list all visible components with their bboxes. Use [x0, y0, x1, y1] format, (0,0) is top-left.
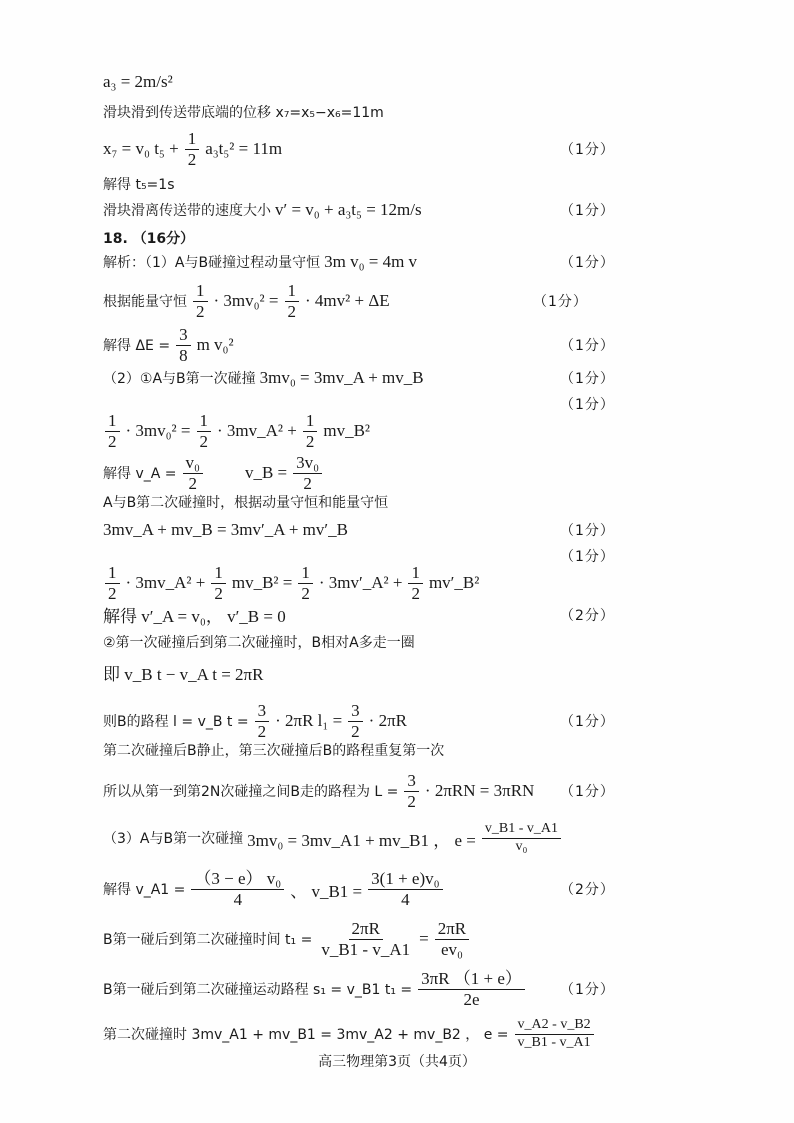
fraction	[183, 454, 203, 493]
denominator: 2	[188, 473, 197, 493]
denominator: 2e	[463, 989, 480, 1009]
denominator: 2	[301, 583, 310, 603]
denominator: 2	[214, 583, 223, 603]
fraction	[193, 282, 208, 321]
score: （1分）	[560, 255, 615, 271]
text: （2）①A与B第一次碰撞	[103, 371, 256, 387]
text: B第一碰后到第二次碰撞运动路程 s₁ = v_B1 t₁ =	[103, 982, 413, 999]
question-heading	[103, 228, 770, 248]
fraction	[515, 1018, 594, 1050]
denominator: 2	[108, 431, 117, 451]
numerator: 3	[255, 702, 270, 722]
line-first-collision	[103, 368, 770, 388]
numerator: （3 − e） v₀	[191, 870, 284, 890]
denominator: 8	[179, 345, 188, 365]
formula-part: v_B =	[244, 463, 288, 483]
denominator: 2	[411, 583, 420, 603]
fraction	[303, 412, 318, 451]
score: （2分）	[560, 882, 615, 899]
text: 根据能量守恒	[103, 294, 187, 311]
denominator: 2	[407, 791, 416, 811]
text: ②第一次碰撞后到第二次碰撞时，B相对A多走一圈	[103, 635, 415, 651]
fraction	[404, 772, 419, 811]
line-a3	[103, 72, 770, 92]
formula-part: m v₀²	[196, 335, 234, 355]
formula-part: · 3mv_A² +	[217, 421, 297, 441]
formula-part: mv_B² =	[231, 573, 293, 593]
formula-part: x₇ = v₀ t₅ +	[103, 139, 179, 159]
text: 滑块滑到传送带底端的位移 x₇=x₅−x₆=11m	[103, 105, 384, 121]
numerator: 3	[404, 772, 419, 792]
numerator: 1	[285, 282, 300, 302]
text: 解得 ΔE =	[103, 338, 171, 355]
score: （1分）	[560, 203, 615, 219]
line-speed	[103, 200, 770, 220]
heading: 18. （16分）	[103, 231, 195, 247]
score: （1分）	[560, 549, 615, 565]
fraction	[408, 564, 423, 603]
line-second-collision-intro	[103, 492, 770, 512]
denominator: 2	[287, 301, 296, 321]
fraction	[211, 564, 226, 603]
formula: 3mv_A + mv_B = 3mv′_A + mv′_B	[103, 520, 348, 539]
fraction	[435, 920, 469, 959]
line-second-energy	[103, 549, 770, 603]
score: （1分）	[560, 371, 615, 387]
line-solve-second	[103, 602, 770, 627]
numerator: 1	[185, 130, 200, 150]
line-momentum	[103, 252, 770, 272]
numerator: 1	[105, 564, 120, 584]
formula: 3mv₀ = 3mv_A + mv_B	[259, 368, 424, 387]
line-total-path	[103, 772, 770, 811]
line-first-energy	[103, 397, 770, 451]
line-solve-vA1-vB1	[103, 870, 770, 909]
fraction	[368, 870, 442, 909]
denominator: v_B1 - v_A1	[517, 1034, 591, 1050]
fraction	[285, 282, 300, 321]
line-deltaE	[103, 326, 770, 365]
line-path-B	[103, 702, 770, 741]
formula: 即 v_B t − v_A t = 2πR	[103, 665, 264, 684]
fraction	[185, 130, 200, 169]
page-footer: 高三物理第3页（共4页）	[318, 1054, 476, 1070]
numerator: 3πR （1 + e）	[418, 970, 525, 990]
text: （3）A与B第一次碰撞	[103, 831, 244, 848]
numerator: 1	[303, 412, 318, 432]
fraction	[348, 702, 363, 741]
denominator: 2	[303, 473, 312, 493]
score: （1分）	[560, 784, 615, 801]
line-lap-equation	[103, 660, 770, 685]
line-B-stops	[103, 740, 770, 760]
fraction	[318, 920, 413, 959]
text: 解析：（1）A与B碰撞过程动量守恒	[103, 255, 321, 271]
fraction	[105, 564, 120, 603]
formula-part: · 3mv₀² =	[213, 291, 279, 311]
fraction	[482, 822, 561, 854]
text: 第二次碰撞时 3mv_A1 + mv_B1 = 3mv_A2 + mv_B2 ， e =	[103, 1027, 509, 1044]
numerator: v_B1 - v_A1	[482, 822, 561, 839]
formula: 3m v₀ = 4m v	[324, 252, 418, 271]
formula-part: 3mv₀ = 3mv_A1 + mv_B1 ， e =	[247, 830, 476, 850]
formula-part: 、 v_B1 =	[290, 881, 363, 901]
fraction	[293, 454, 322, 493]
numerator: 1	[298, 564, 313, 584]
denominator: 2	[351, 721, 360, 741]
denominator: 2	[199, 431, 208, 451]
numerator: 1	[105, 412, 120, 432]
formula-part: · 2πR l₁ =	[275, 711, 343, 731]
denominator: 2	[257, 721, 267, 741]
line-displacement	[103, 102, 770, 122]
fraction	[176, 326, 191, 365]
formula-part: mv_B²	[323, 421, 371, 441]
fraction	[418, 970, 525, 1009]
line-time-t1	[103, 920, 770, 959]
line-relative-lap	[103, 632, 770, 652]
text: B第一碰后到第二次碰撞时间 t₁ =	[103, 932, 313, 949]
fraction	[197, 412, 212, 451]
numerator: 3(1 + e)v₀	[368, 870, 442, 890]
score: （1分）	[560, 982, 615, 999]
formula-part: =	[419, 929, 429, 949]
formula: v′ = v₀ + a₃t₅ = 12m/s	[275, 200, 422, 219]
formula-part: · 2πRN = 3πRN	[424, 781, 535, 801]
text: 第二次碰撞后B静止，第三次碰撞后B的路程重复第一次	[103, 743, 445, 759]
formula-part: · 2πR	[368, 711, 408, 731]
score: （2分）	[560, 607, 615, 624]
formula-part: · 4mv² + ΔE	[305, 291, 390, 311]
numerator: v₀	[183, 454, 203, 474]
score: （1分）	[533, 294, 588, 311]
formula-part: · 3mv₀² =	[125, 421, 191, 441]
denominator: v₀	[515, 838, 528, 854]
fraction	[298, 564, 313, 603]
text: 所以从第一到第2N次碰撞之间B走的路程为 L =	[103, 784, 399, 801]
numerator: 1	[197, 412, 212, 432]
text: A与B第二次碰撞时，根据动量守恒和能量守恒	[103, 495, 389, 511]
formula: 解得 v′_A = v₀， v′_B = 0	[103, 607, 286, 626]
score: （1分）	[560, 338, 615, 355]
text: 解得 v_A =	[103, 466, 177, 483]
formula: a₃ = 2m/s²	[103, 72, 173, 91]
numerator: 3v₀	[293, 454, 322, 474]
denominator: 4	[233, 889, 243, 909]
line-solve-vA-vB	[103, 454, 770, 493]
line-x7	[103, 130, 770, 169]
numerator: v_A2 - v_B2	[515, 1018, 594, 1035]
denominator: 2	[187, 149, 197, 169]
numerator: 3	[348, 702, 363, 722]
denominator: ev₀	[440, 939, 463, 959]
line-energy	[103, 282, 770, 321]
line-t5	[103, 174, 770, 194]
formula-part: · 3mv_A² +	[125, 573, 206, 593]
line-part3-collision	[103, 822, 770, 854]
denominator: 2	[305, 431, 315, 451]
score: （1分）	[560, 523, 615, 539]
fraction	[105, 412, 120, 451]
denominator: 2	[108, 583, 117, 603]
text: 解得 v_A1 =	[103, 882, 186, 899]
formula-part: · 3mv′_A² +	[318, 573, 403, 593]
line-path-s1	[103, 970, 770, 1009]
denominator: 2	[196, 301, 205, 321]
numerator: 1	[408, 564, 423, 584]
numerator: 2πR	[349, 920, 383, 940]
formula-part: mv′_B²	[428, 573, 480, 593]
score: （1分）	[560, 714, 615, 731]
text: 则B的路程 l = v_B t =	[103, 714, 249, 731]
line-second-collision-part3	[103, 1018, 770, 1050]
score: （1分）	[560, 142, 615, 159]
numerator: 1	[193, 282, 208, 302]
numerator: 3	[176, 326, 191, 346]
fraction	[191, 870, 284, 909]
formula-part: a₃t₅² = 11m	[205, 139, 283, 159]
score: （1分）	[560, 397, 615, 413]
numerator: 2πR	[435, 920, 469, 940]
text: 滑块滑离传送带的速度大小	[103, 203, 271, 219]
text: 解得 t₅=1s	[103, 177, 175, 193]
fraction	[255, 702, 270, 741]
denominator: 4	[401, 889, 410, 909]
line-second-momentum	[103, 520, 770, 540]
denominator: v_B1 - v_A1	[321, 939, 411, 959]
numerator: 1	[211, 564, 226, 584]
